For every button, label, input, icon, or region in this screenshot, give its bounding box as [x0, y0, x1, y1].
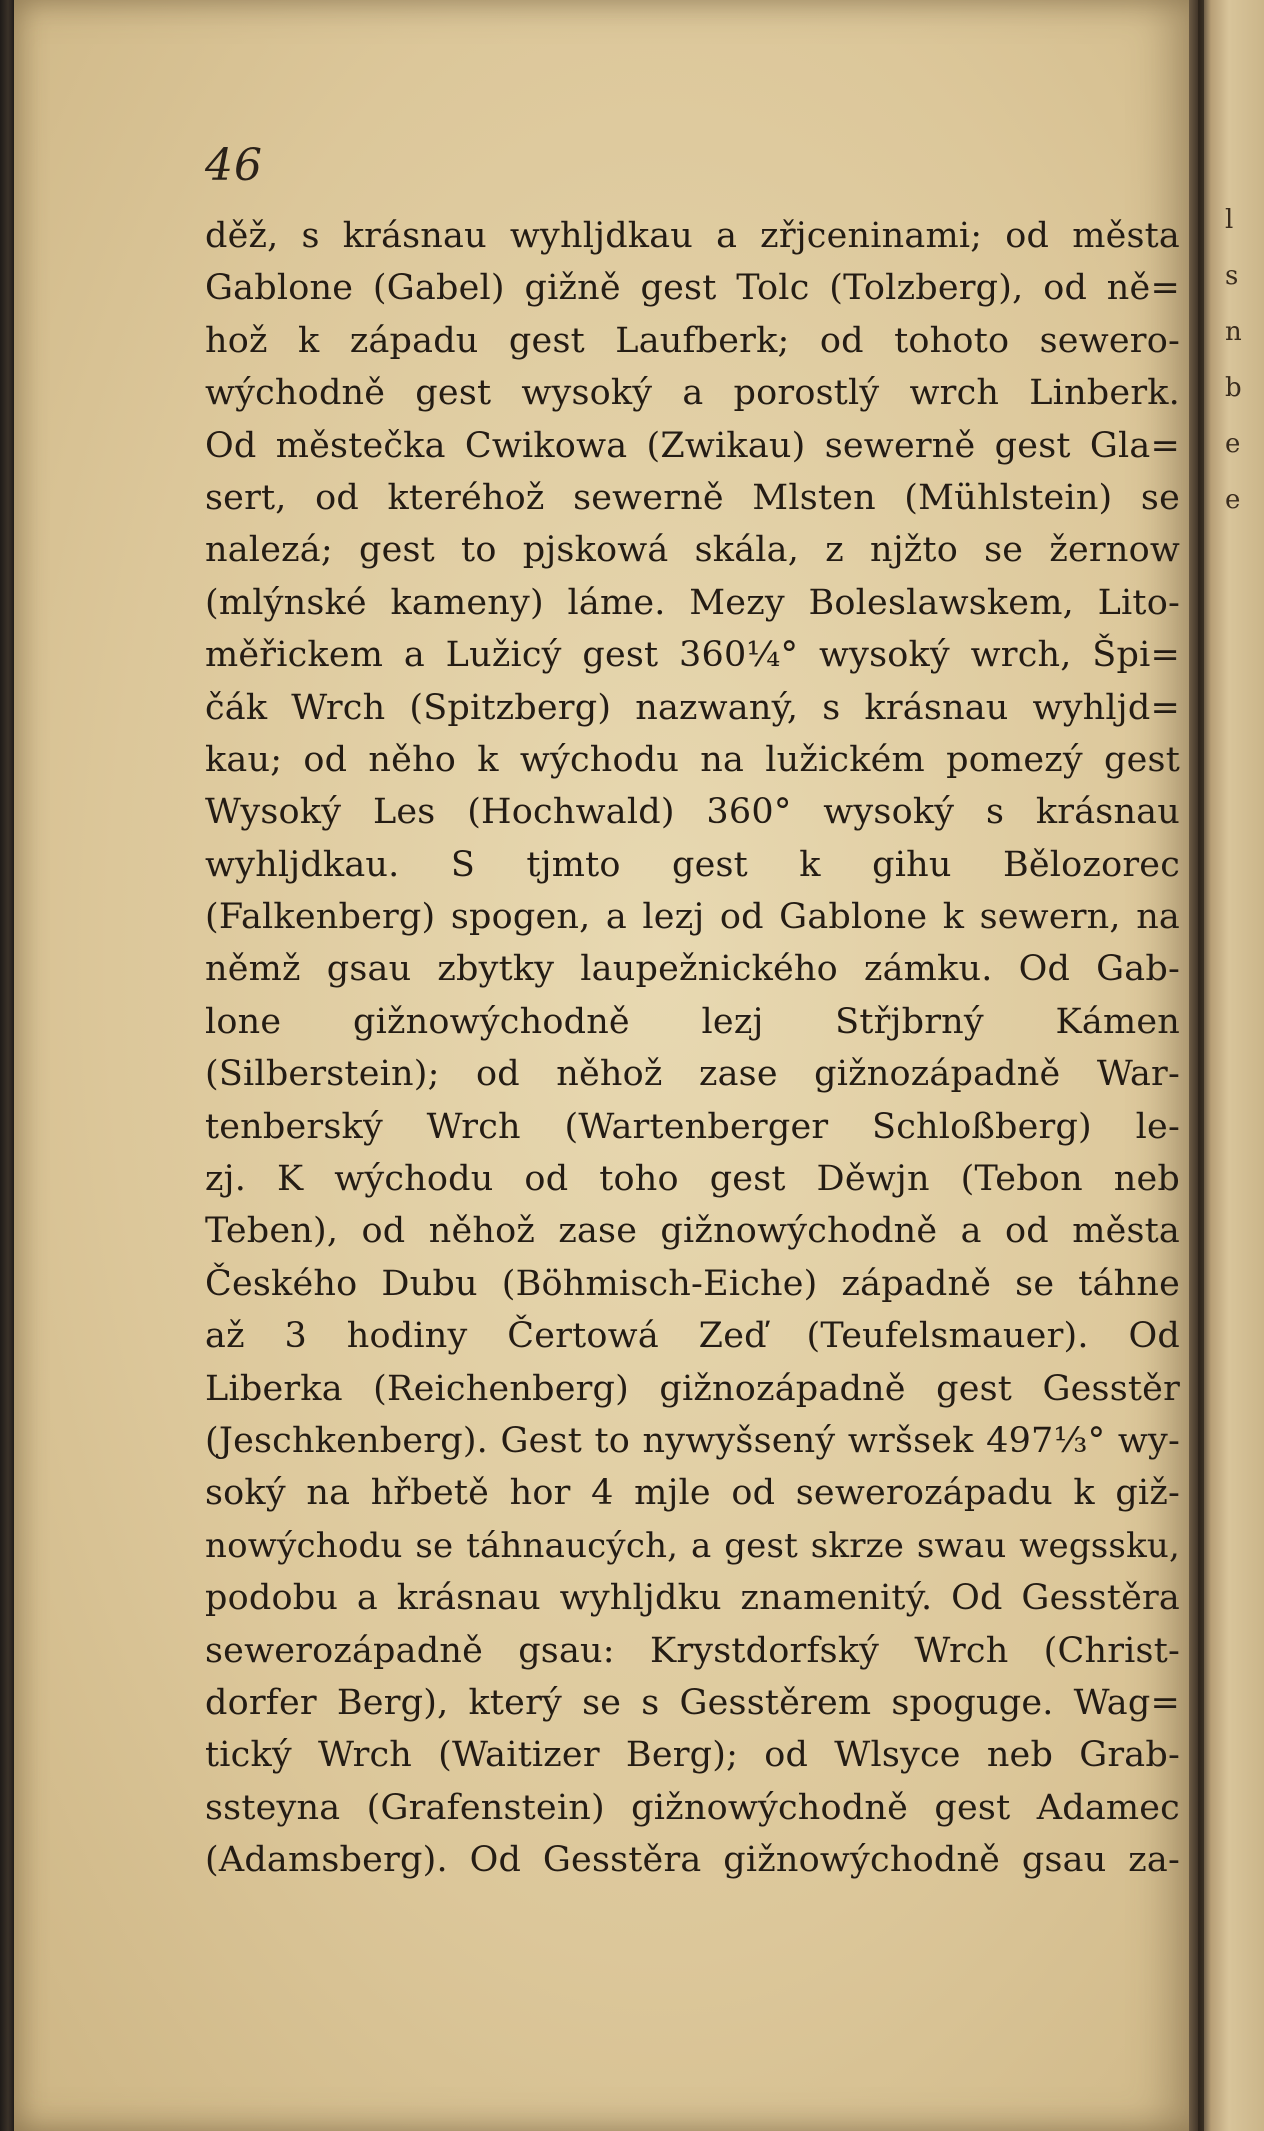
edge-glyph: l [1225, 205, 1234, 235]
text-line: (mlýnské kameny) láme. Mezy Boleslawskem, Lito- [205, 582, 1180, 623]
text-line: tenberský Wrch (Wartenberger Schloßberg) le- [205, 1106, 1180, 1147]
text-line: Teben), od něhož zase gižnowýchodně a od města [205, 1211, 1180, 1252]
text-line: lone gižnowýchodně lezj Střjbrný Kámen [205, 1001, 1180, 1042]
text-line: tický Wrch (Waitizer Berg); od Wlsyce neb Grab- [205, 1735, 1180, 1776]
text-line: sert, od kteréhož sewerně Mlsten (Mühlstein) se [205, 477, 1180, 518]
text-line: němž gsau zbytky laupežnického zámku. Od Gab- [205, 949, 1180, 990]
text-line: Od městečka Cwikowa (Zwikau) sewerně gest Gla= [205, 425, 1180, 466]
text-line: kau; od něho k wýchodu na lužickém pomezý gest [205, 739, 1180, 780]
edge-glyph: n [1225, 317, 1242, 347]
text-line: wýchodně gest wysoký a porostlý wrch Linberk. [205, 373, 1180, 414]
text-line: (Falkenberg) spogen, a lezj od Gablone k sewern, na [205, 897, 1180, 938]
text-line: nowýchodu se táhnaucých, a gest skrze swau wegssku, [205, 1525, 1180, 1566]
text-line: dorfer Berg), který se s Gesstěrem spoguge. Wag= [205, 1682, 1180, 1723]
text-line: ssteyna (Grafenstein) gižnowýchodně gest Adamec [205, 1787, 1180, 1828]
text-line: sewerozápadně gsau: Krystdorfský Wrch (Christ- [205, 1630, 1180, 1671]
text-line: (Adamsberg). Od Gesstěra gižnowýchodně gsau za- [205, 1840, 1180, 1881]
text-line: měřickem a Lužicý gest 360¼° wysoký wrch, Špi= [205, 635, 1180, 676]
text-line: nalezá; gest to pjskowá skála, z njžto se žernow [205, 530, 1180, 571]
text-line: děž, s krásnau wyhljdkau a zřjceninami; od města [205, 216, 1180, 256]
text-line: (Jeschkenberg). Gest to nywyšsený wršsek 497⅓° wy- [205, 1420, 1180, 1461]
next-page-edge-text [1225, 195, 1245, 541]
text-line: hož k západu gest Laufberk; od tohoto sewero- [205, 320, 1180, 361]
text-line: soký na hřbetě hor 4 mjle od sewerozápadu k giž- [205, 1473, 1180, 1514]
page-number: 46 [205, 140, 263, 191]
text-line: čák Wrch (Spitzberg) nazwaný, s krásnau wyhljd= [205, 687, 1180, 728]
text-line: zj. K wýchodu od toho gest Děwjn (Tebon neb [205, 1159, 1180, 1200]
text-line: Liberka (Reichenberg) gižnozápadně gest Gesstěr [205, 1368, 1180, 1409]
text-line: podobu a krásnau wyhljdku znamenitý. Od Gesstěra [205, 1578, 1180, 1619]
text-line: wyhljdkau. S tjmto gest k gihu Bělozorec [205, 844, 1180, 885]
edge-glyph: s [1225, 261, 1239, 291]
body-text [205, 210, 1180, 1887]
edge-glyph: e [1225, 429, 1241, 459]
text-line: Wysoký Les (Hochwald) 360° wysoký s krásnau [205, 792, 1180, 833]
edge-glyph: b [1225, 373, 1242, 403]
text-line: (Silberstein); od něhož zase gižnozápadně War- [205, 1054, 1180, 1095]
edge-glyph: e [1225, 485, 1241, 515]
text-line: až 3 hodiny Čertowá Zeď (Teufelsmauer). Od [205, 1316, 1180, 1357]
page-fold-shadow [1198, 0, 1204, 2131]
text-line: Gablone (Gabel) gižně gest Tolc (Tolzberg), od ně= [205, 268, 1180, 309]
text-line: Českého Dubu (Böhmisch-Eiche) západně se táhne [205, 1263, 1180, 1304]
